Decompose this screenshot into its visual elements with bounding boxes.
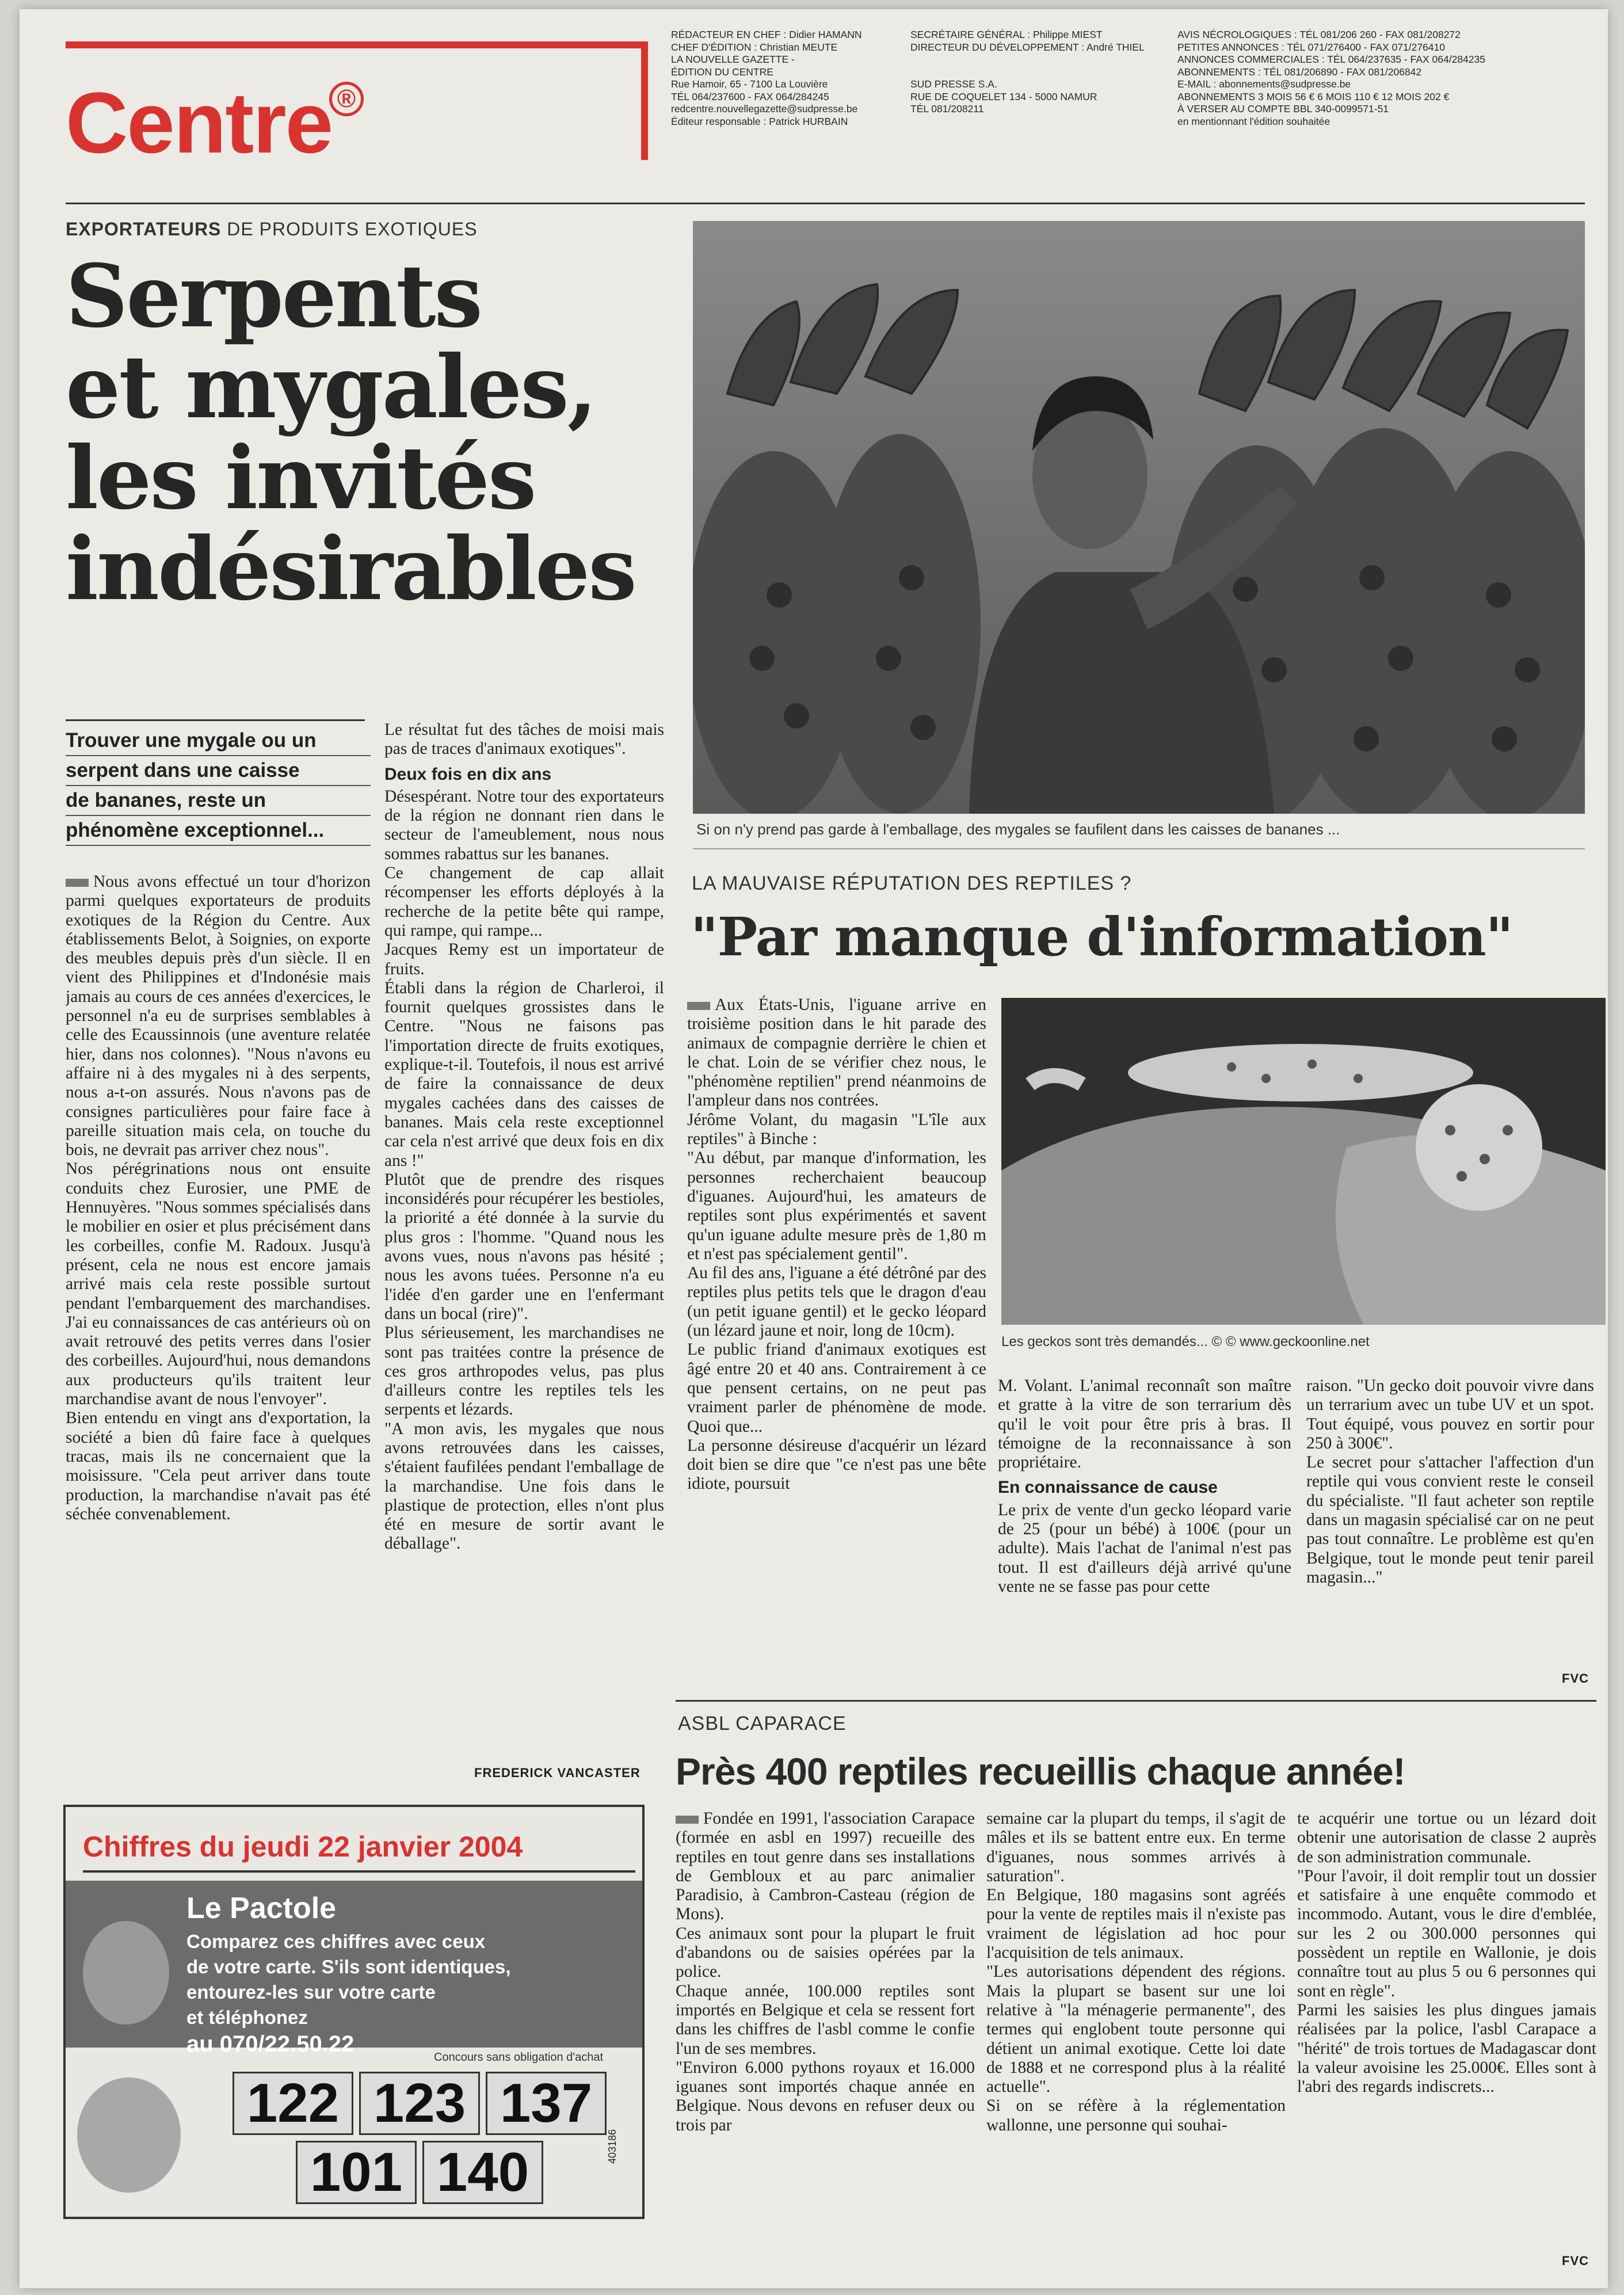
lotto-box: [63, 1805, 645, 2219]
article2-subheading: En connaissance de cause: [998, 1478, 1218, 1497]
banana-photo: [693, 221, 1585, 814]
article1-column-2-intro: Le résultat fut des tâches de moisi mais pas de traces d'animaux exotiques".: [384, 720, 664, 758]
article1-column-2: [384, 720, 664, 1762]
banana-photo-image: [693, 221, 1585, 814]
lotto-title: Chiffres du jeudi 22 janvier 2004: [83, 1831, 523, 1863]
article3-headline: Près 400 reptiles recueillis chaque année!: [676, 1750, 1405, 1793]
lotto-number-5: 140: [422, 2141, 543, 2204]
lotto-number-3: 137: [486, 2072, 607, 2135]
article2-column-1: [687, 996, 986, 1686]
article2-column-2-intro: M. Volant. L'animal reconnaît son maître et gratte à la vitre de son terrarium dès qu'il le voit pour être pris à bras. Il témoigne de la reconnaissance à son propriétaire.: [998, 1377, 1291, 1472]
lotto-number-4: 101: [296, 2141, 417, 2204]
lotto-title-underline: [83, 1870, 635, 1873]
article3-signature: FVC: [1562, 2254, 1589, 2268]
lotto-game-name: Le Pactole: [186, 1892, 337, 1925]
lotto-phone: au 070/22.50.22: [186, 2031, 354, 2057]
article2-column-3: [1306, 1377, 1594, 1687]
article1-signature: FREDERICK VANCASTER: [474, 1766, 641, 1780]
article1-chapo-rule: [66, 719, 365, 721]
lotto-instructions: [186, 1929, 511, 2030]
article2-column-2: [998, 1377, 1291, 1687]
chapo-line-1: Trouver une mygale ou un: [66, 726, 371, 756]
lotto-number-2: 123: [359, 2072, 480, 2135]
article3-column-2: [986, 1809, 1286, 2247]
gecko-photo: [1001, 998, 1606, 1325]
masthead-rule: [66, 203, 1585, 204]
banana-photo-caption: Si on n'y prend pas garde à l'emballage, des mygales se faufilent dans les caisses de bananes ...: [696, 821, 1340, 838]
chapo-line-2: serpent dans une caisse: [66, 756, 371, 786]
article3-kicker: ASBL CAPARACE: [678, 1713, 847, 1734]
section-title: Centre: [66, 74, 333, 171]
lead-marker-icon-2: [687, 1002, 710, 1010]
coin-icon: [83, 1921, 169, 2025]
article1-kicker: [66, 219, 478, 240]
gecko-photo-caption: Les geckos sont très demandés... © © www.geckoonline.net: [1001, 1334, 1370, 1349]
chapo-line-4: phénomène exceptionnel...: [66, 816, 371, 846]
coin-icon-2: [77, 2077, 181, 2193]
chapo-line-3: de bananes, reste un: [66, 786, 371, 816]
article3-column-2-text: semaine car la plupart du temps, il s'agit de mâles et ils se battent entre eux. En terme d'iguanes, nous sommes arrivés à saturation". En Belgique, 180 magasins sont agréés pour la vente de reptiles mais il n'existe pas vraiment de législation ad hoc pour l'acquisition de tels animaux. "Les autorisations dépendent des régions. Mais la plupart se basent sur une loi relative à "la ménagerie permanente", des termes qui englobent toute personne qui détient un animal exotique. Cette loi date de 1888 et ne correspond plus à la réalité actuelle". Si on se réfère à la réglementation wallonne, une personne qui souhai-: [986, 1809, 1286, 2134]
lotto-instructions-panel: [66, 1881, 642, 2057]
article3-top-rule: [676, 1700, 1596, 1702]
newspaper-page: [20, 9, 1608, 2288]
masthead-info-services: AVIS NÉCROLOGIQUES : TÉL 081/206 260 - FAX 081/208272 PETITES ANNONCES : TÉL 071/276400 - FAX 071/276410 ANNONCES COMMERCIALES : TÉL 064/237635 - FAX 064/284235 ABONNEMENTS : TÉL 081/206890 - FAX 081/206842 E-MAIL : abonnements@sudpresse.be ABONNEMENTS 3 MOIS 56 € 6 MOIS 110 € 12 MOIS 202 € À VERSER AU COMPTE BBL 340-0099571-51 en mentionnant l'édition souhaitée: [1177, 29, 1485, 127]
article3-column-3: [1297, 1809, 1596, 2247]
article1-subheading: Deux fois en dix ans: [384, 764, 552, 784]
article2-kicker: LA MAUVAISE RÉPUTATION DES REPTILES ?: [692, 872, 1132, 894]
masthead-bar-right: [641, 41, 648, 160]
article2-column-2-text: Le prix de vente d'un gecko léopard varie de 25 (pour un bébé) à 100€ (pour un adulte). Mais l'achat de l'animal n'est pas tout. Il est d'ailleurs déjà arrivé qu'une vente ne se fasse pas pour cette: [998, 1500, 1291, 1596]
article1-column-1: [66, 872, 371, 1770]
article3-column-1: [676, 1809, 975, 2247]
article2-signature: FVC: [1562, 1671, 1589, 1686]
article2-column-3-text: raison. "Un gecko doit pouvoir vivre dans un terrarium avec un tube UV et un spot. Tout équipé, vous pouvez en sortir pour 250 à 300€". Le secret pour s'attacher l'affection d'un reptile qui vous convient reste le conseil du spécialiste. "Il faut acheter son reptile dans un magasin spécialisé car on ne peut pas tout connaître. Le problème est qu'en Belgique, tout le monde peut tenir pareil magasin...": [1306, 1377, 1594, 1587]
article1-chapo: [66, 726, 371, 846]
article1-headline-line-1: Serpents: [66, 246, 481, 347]
article1-headline-line-3: les invités: [66, 428, 535, 529]
article1-column-1-text: Nous avons effectué un tour d'horizon parmi quelques exportateurs de produits exotiques de la Région du Centre. Aux établissements Belot, à Soignies, on exporte des meubles depuis près d'un siècle. Il en vient des Philippines et d'Indonésie mais jamais au cours de ces années d'exercices, le personnel n'a eu de surprises semblables à celle des Ecaussinnois (une aventure relatée hier, dans nos colonnes). "Nous n'avons eu affaire ni à des mygales ni à des serpents, nous a-t-on assurés. Nous n'avons pas de consignes particulières pour faire face à pareille situation mais cela, on touche du bois, ne devrait pas arriver chez nous". Nos pérégrinations nous ont ensuite conduits chez Eurosier, une PME de Hennuyères. "Nous sommes spécialisés dans le mobilier en osier et plus précisément dans les corbeilles, confie M. Radoux. Jusqu'à présent, cela ne nous est encore jamais arrivé mais cela reste possible surtout pendant l'embarquement des marchandises. J'ai eu connaissances de cas antérieurs où on avait retrouvé des petits verres dans l'osier des corbeilles. Aujourd'hui, nous demandons aux producteurs qu'ils traitent leur marchandise avant de nous l'envoyer". Bien entendu en vingt ans d'exportation, la société a bien dû faire face à quelques tracas, mais ils ne concernaient que la moisissure. "Cela peut arriver dans toute production, la marchandise n'avait pas été séchée convenablement.: [66, 872, 371, 1523]
article2-column-1-text: Aux États-Unis, l'iguane arrive en troisième position dans le hit parade des animaux de compagnie derrière le chien et le chat. Loin de se vérifier chez nous, le "phénomène reptilien" prend néanmoins de l'ampleur dans nos contrées. Jérôme Volant, du magasin "L'île aux reptiles" à Binche : "Au début, par manque d'information, les personnes recherchaient beaucoup d'iguanes. Aujourd'hui, les amateurs de reptiles sont plus expérimentés et savent qu'un iguane adulte mesure près de 1,80 m et n'est pas spécialement gentil". Au fil des ans, l'iguane a été détrôné par des reptiles plus petits tels que le dragon d'eau (un petit iguane gentil) et le gecko léopard (un lézard jaune et noir, long de 10cm). Le public friand d'animaux exotiques est âgé entre 20 et 40 ans. Contrairement à ce que pensent certains, on ne peut pas vraiment parler de phénomène de mode. Quoi que... La personne désireuse d'acquérir un lézard doit bien se dire que "ce n'est pas une bête idiote, poursuit: [687, 996, 986, 1493]
lotto-instructions-1: Comparez ces chiffres avec ceux: [186, 1931, 486, 1952]
lotto-code: 403186: [607, 2129, 618, 2164]
lotto-instructions-3: entourez-les sur votre carte: [186, 1981, 436, 2003]
article1-kicker-bold: EXPORTATEURS: [66, 219, 222, 239]
masthead-bar-top: [66, 41, 647, 48]
article3-column-3-text: te acquérir une tortue ou un lézard doit obtenir une autorisation de classe 2 auprès de son administration communale. "Pour l'avoir, il doit remplir tout un dossier et satisfaire à une enquête commodo et incommodo. Autant, vous le dire d'emblée, sur les 2 ou 300.000 personnes qui possèdent un reptile en Wallonie, je dois connaître tout au plus 5 ou 6 personnes qui sont en règle". Parmi les saisies les plus dingues jamais réalisées par la police, l'asbl Carapace a "hérité" de trois tortues de Madagascar dont la valeur avoisine les 25.000€. Elles sont à l'abri des regards indiscrets...: [1297, 1809, 1596, 2096]
article2-headline: "Par manque d'information": [691, 906, 1513, 968]
lotto-number-1: 122: [232, 2072, 353, 2135]
lotto-instructions-2: de votre carte. S'ils sont identiques,: [186, 1956, 511, 1977]
caption-rule: [693, 848, 1585, 849]
article1-kicker-rest: DE PRODUITS EXOTIQUES: [221, 219, 478, 239]
registered-mark-icon: ®: [329, 82, 364, 116]
article1-headline-line-2: et mygales,: [66, 337, 596, 438]
article3-column-1-text: Fondée en 1991, l'association Carapace (formée en asbl en 1997) recueille des reptiles en tout genre dans ses installations de Gembloux et au parc animalier Paradisio, à Cambron-Casteau (région de Mons). Ces animaux sont pour la plupart le fruit d'abandons ou de saisies opérées par la police. Chaque année, 100.000 reptiles sont importés en Belgique et cela se ressent fort dans les chiffres de l'asbl comme le confie l'un de ses membres. "Environ 6.000 pythons royaux et 16.000 iguanes sont importés chaque année en Belgique. Nous devons en refuser deux ou trois par: [676, 1809, 975, 2134]
article1-headline-line-4: indésirables: [66, 519, 635, 620]
masthead-info-publisher: SECRÉTAIRE GÉNÉRAL : Philippe MIEST DIRECTEUR DU DÉVELOPPEMENT : André THIEL SUD PRESSE S.A. RUE DE COQUELET 134 - 5000 NAMUR TÉL 081/208211: [910, 29, 1145, 115]
lead-marker-icon: [66, 879, 89, 887]
lead-marker-icon-3: [676, 1816, 699, 1824]
gecko-photo-image: [1001, 998, 1606, 1325]
lotto-instructions-4: et téléphonez: [186, 2007, 308, 2028]
lotto-note: Concours sans obligation d'achat: [434, 2051, 604, 2064]
article1-headline: [66, 246, 676, 620]
masthead-info-editorial: RÉDACTEUR EN CHEF : Didier HAMANN CHEF D'ÉDITION : Christian MEUTE LA NOUVELLE GAZETTE - ÉDITION DU CENTRE Rue Hamoir, 65 - 7100 La Louvière TÉL 064/237600 - FAX 064/284245 redcentre.nouvellegazette@sudpresse.be Éditeur responsable : Patrick HURBAIN: [671, 29, 862, 127]
article1-column-2-text: Désespérant. Notre tour des exportateurs de la région ne donnant rien dans le secteur de l'ameublement, nous nous sommes rabattus sur les bananes. Ce changement de cap allait récompenser les efforts déployés à la recherche de la petite bête qui rampe, qui rampe, qui rampe... Jacques Remy est un importateur de fruits. Établi dans la région de Charleroi, il fournit quelques grossistes dans le Centre. "Nous ne faisons pas l'importation directe de fruits exotiques, explique-t-il. Toutefois, il nous est arrivé de faire la connaissance de deux mygales cachées dans des caisses de bananes. Mais cela reste exceptionnel car cela n'est arrivé que deux fois en dix ans !" Plutôt que de prendre des risques inconsidérés pour récupérer les bestioles, la priorité a été donnée à la survie du plus gros : l'homme. "Quand nous les avons vues, nous n'avons pas hésité ; nous les avons tuées. Personne n'a eu l'idée d'en garder une en l'enfermant dans un bocal (rire)". Plus sérieusement, les marchandises ne sont pas traitées contre la présence de ces gros arthropodes velus, pas plus d'ailleurs contre les reptiles tels les serpents et lézards. "A mon avis, les mygales que nous avons retrouvées dans les caisses, s'étaient faufilées pendant l'emballage de la marchandise. Une fois dans le plastique de protection, elles n'ont plus été en mesure de sortir avant le déballage".: [384, 787, 664, 1553]
